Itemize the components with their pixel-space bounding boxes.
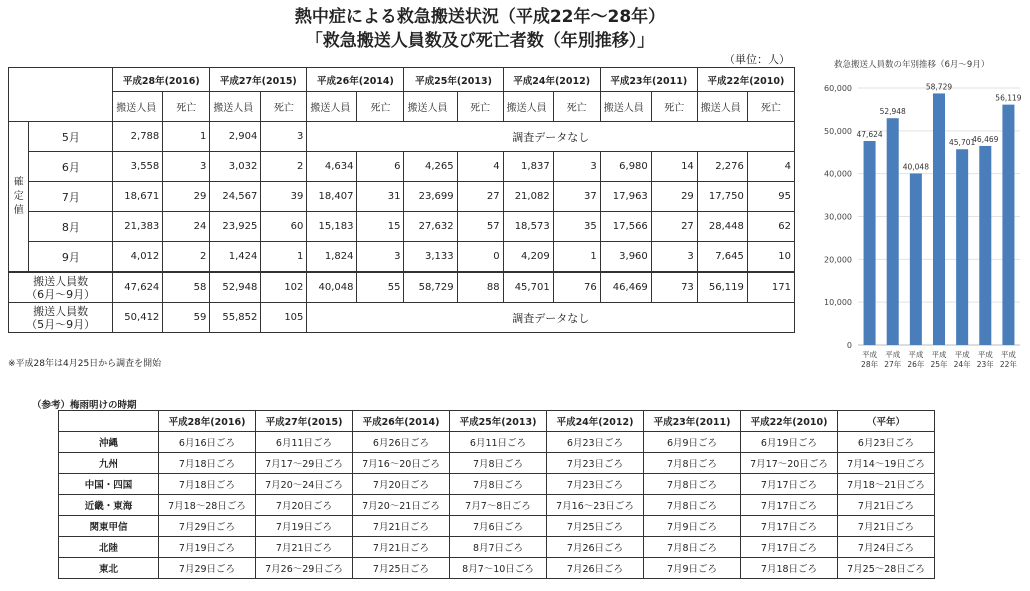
date-cell: 7月21日ごろ: [838, 495, 935, 516]
value-cell: 4: [457, 152, 503, 182]
table-row: [59, 558, 935, 579]
page-subtitle: 「救急搬送人員数及び死亡者数（年別推移）」: [305, 31, 655, 51]
table-row: [9, 152, 795, 182]
value-cell: 4,012: [113, 242, 163, 273]
table-row: [59, 516, 935, 537]
bar: [956, 149, 968, 345]
value-cell: 39: [261, 182, 307, 212]
value-cell: 21,383: [113, 212, 163, 242]
table-row: [9, 212, 795, 242]
value-cell: 59: [163, 303, 210, 333]
year-header: 平成25年(2013): [450, 411, 547, 432]
transported-header: 搬送人員: [210, 92, 261, 122]
value-cell: 18,573: [503, 212, 553, 242]
y-tick-label: 50,000: [824, 126, 852, 136]
bar: [979, 146, 991, 345]
date-cell: 7月20～24日ごろ: [256, 474, 353, 495]
month-label: 6月: [29, 152, 113, 182]
value-cell: 18,671: [113, 182, 163, 212]
region-label: 東北: [59, 558, 159, 579]
value-cell: 3,032: [210, 152, 261, 182]
total-label: 搬送人員数 （5月～9月）: [9, 303, 113, 333]
value-cell: 3: [357, 242, 404, 273]
deaths-header: 死亡: [651, 92, 697, 122]
data-label: 47,624: [856, 130, 883, 140]
data-label: 40,048: [902, 162, 929, 172]
value-cell: 3: [163, 152, 210, 182]
date-cell: 7月9日ごろ: [644, 516, 741, 537]
date-cell: 7月21日ごろ: [838, 516, 935, 537]
value-cell: 35: [553, 212, 600, 242]
date-cell: 7月21日ごろ: [353, 537, 450, 558]
bar: [864, 141, 876, 345]
value-cell: 1,824: [307, 242, 357, 273]
value-cell: 31: [357, 182, 404, 212]
value-cell: 21,082: [503, 182, 553, 212]
date-cell: 6月26日ごろ: [353, 432, 450, 453]
date-cell: 7月19日ごろ: [159, 537, 256, 558]
value-cell: 105: [261, 303, 307, 333]
value-cell: 15,183: [307, 212, 357, 242]
date-cell: 7月18～21日ごろ: [838, 474, 935, 495]
y-tick-label: 0: [846, 341, 852, 350]
value-cell: 88: [457, 272, 503, 303]
y-tick-label: 40,000: [824, 169, 852, 179]
month-label: 5月: [29, 122, 113, 152]
value-cell: 17,750: [697, 182, 747, 212]
date-cell: 7月17～20日ごろ: [741, 453, 838, 474]
value-cell: 171: [747, 272, 794, 303]
data-label: 52,948: [879, 107, 906, 117]
month-label: 8月: [29, 212, 113, 242]
value-cell: 3: [553, 152, 600, 182]
value-cell: 6,980: [600, 152, 651, 182]
date-cell: 8月7～10日ごろ: [450, 558, 547, 579]
year-header: 平成24年(2012): [503, 68, 600, 92]
x-tick-label: 平成: [1000, 350, 1016, 359]
transported-header: 搬送人員: [600, 92, 651, 122]
value-cell: 37: [553, 182, 600, 212]
date-cell: 6月23日ごろ: [838, 432, 935, 453]
value-cell: 15: [357, 212, 404, 242]
table-row: [59, 453, 935, 474]
x-tick-label: 平成: [862, 350, 878, 359]
value-cell: 46,469: [600, 272, 651, 303]
transported-header: 搬送人員: [404, 92, 457, 122]
date-cell: 7月24日ごろ: [838, 537, 935, 558]
x-tick-label: 22年: [999, 360, 1017, 369]
date-cell: 7月17日ごろ: [741, 495, 838, 516]
year-header: 平成26年(2014): [307, 68, 404, 92]
year-header: 平成23年(2011): [644, 411, 741, 432]
value-cell: 102: [261, 272, 307, 303]
table-row: [59, 495, 935, 516]
deaths-header: 死亡: [163, 92, 210, 122]
transported-header: 搬送人員: [307, 92, 357, 122]
region-label: 九州: [59, 453, 159, 474]
date-cell: 7月20日ごろ: [353, 474, 450, 495]
transported-header: 搬送人員: [697, 92, 747, 122]
value-cell: 0: [457, 242, 503, 273]
year-header: 平成27年(2015): [210, 68, 307, 92]
date-cell: 6月9日ごろ: [644, 432, 741, 453]
year-header: 平成28年(2016): [113, 68, 210, 92]
table-row: [59, 432, 935, 453]
x-tick-label: 24年: [953, 360, 971, 369]
value-cell: 50,412: [113, 303, 163, 333]
date-cell: 7月26日ごろ: [547, 558, 644, 579]
deaths-header: 死亡: [457, 92, 503, 122]
unit-label: （単位：人）: [724, 53, 790, 66]
bar-chart: [800, 56, 1026, 376]
year-header: 平成28年(2016): [159, 411, 256, 432]
value-cell: 3: [651, 242, 697, 273]
value-cell: 1: [163, 122, 210, 152]
region-label: 近畿・東海: [59, 495, 159, 516]
value-cell: 6: [357, 152, 404, 182]
transported-header: 搬送人員: [503, 92, 553, 122]
x-tick-label: 平成: [885, 350, 901, 359]
total-label: 搬送人員数 （6月～9月）: [9, 272, 113, 303]
date-cell: 7月8日ごろ: [644, 453, 741, 474]
date-cell: 7月8日ごろ: [450, 453, 547, 474]
deaths-header: 死亡: [553, 92, 600, 122]
value-cell: 76: [553, 272, 600, 303]
transported-header: 搬送人員: [113, 92, 163, 122]
bar: [910, 173, 922, 345]
date-cell: 7月17日ごろ: [741, 474, 838, 495]
year-header: （平年）: [838, 411, 935, 432]
year-header: 平成23年(2011): [600, 68, 697, 92]
date-cell: 7月25～28日ごろ: [838, 558, 935, 579]
value-cell: 47,624: [113, 272, 163, 303]
value-cell: 28,448: [697, 212, 747, 242]
value-cell: 18,407: [307, 182, 357, 212]
page-title: 熱中症による救急搬送状況（平成22年～28年）: [294, 7, 666, 27]
year-header: 平成25年(2013): [404, 68, 503, 92]
date-cell: 7月23日ごろ: [547, 474, 644, 495]
date-cell: 7月25日ごろ: [353, 558, 450, 579]
date-cell: 7月21日ごろ: [256, 537, 353, 558]
date-cell: 7月16～23日ごろ: [547, 495, 644, 516]
y-tick-label: 20,000: [824, 255, 852, 265]
rainy-season-table: [58, 410, 935, 579]
year-header: 平成27年(2015): [256, 411, 353, 432]
value-cell: 4,209: [503, 242, 553, 273]
table-row: [59, 537, 935, 558]
date-cell: 7月29日ごろ: [159, 558, 256, 579]
x-tick-label: 平成: [977, 350, 993, 359]
year-header: 平成22年(2010): [741, 411, 838, 432]
year-header: 平成26年(2014): [353, 411, 450, 432]
date-cell: 7月18日ごろ: [741, 558, 838, 579]
value-cell: 62: [747, 212, 794, 242]
date-cell: 7月7～8日ごろ: [450, 495, 547, 516]
region-label: 沖縄: [59, 432, 159, 453]
date-cell: 8月7日ごろ: [450, 537, 547, 558]
value-cell: 2,276: [697, 152, 747, 182]
date-cell: 7月18～28日ごろ: [159, 495, 256, 516]
region-label: 中国・四国: [59, 474, 159, 495]
confirmed-label: 確 定 値: [9, 122, 29, 273]
no-data-cell: 調査データなし: [307, 303, 795, 333]
date-cell: 7月17日ごろ: [741, 537, 838, 558]
date-cell: 7月8日ごろ: [644, 495, 741, 516]
value-cell: 17,963: [600, 182, 651, 212]
table-row: [9, 122, 795, 152]
table-row: [59, 474, 935, 495]
x-tick-label: 26年: [907, 360, 925, 369]
data-label: 56,119: [995, 93, 1022, 103]
value-cell: 7,645: [697, 242, 747, 273]
deaths-header: 死亡: [357, 92, 404, 122]
data-label: 58,729: [925, 82, 953, 92]
chart-svg: [800, 56, 1026, 376]
date-cell: 7月25日ごろ: [547, 516, 644, 537]
no-data-cell: 調査データなし: [307, 122, 795, 152]
value-cell: 27,632: [404, 212, 457, 242]
reference-title: （参考）梅雨明けの時期: [32, 400, 137, 411]
date-cell: 6月11日ごろ: [256, 432, 353, 453]
value-cell: 29: [651, 182, 697, 212]
x-tick-label: 平成: [931, 350, 947, 359]
value-cell: 4: [747, 152, 794, 182]
date-cell: 7月21日ごろ: [353, 516, 450, 537]
date-cell: 7月23日ごろ: [547, 453, 644, 474]
chart-title: 救急搬送人員数の年別推移（6月～9月）: [834, 60, 990, 70]
date-cell: 7月9日ごろ: [644, 558, 741, 579]
table-row: [9, 242, 795, 273]
date-cell: 7月6日ごろ: [450, 516, 547, 537]
date-cell: 7月17日ごろ: [741, 516, 838, 537]
value-cell: 95: [747, 182, 794, 212]
table-row: [9, 182, 795, 212]
date-cell: 6月23日ごろ: [547, 432, 644, 453]
month-label: 9月: [29, 242, 113, 273]
value-cell: 60: [261, 212, 307, 242]
x-tick-label: 平成: [908, 350, 924, 359]
value-cell: 4,634: [307, 152, 357, 182]
value-cell: 17,566: [600, 212, 651, 242]
bar: [887, 118, 899, 345]
date-cell: 7月26～29日ごろ: [256, 558, 353, 579]
date-cell: 7月16～20日ごろ: [353, 453, 450, 474]
x-tick-label: 平成: [954, 350, 970, 359]
value-cell: 27: [457, 182, 503, 212]
x-tick-label: 27年: [884, 360, 902, 369]
date-cell: 6月11日ごろ: [450, 432, 547, 453]
value-cell: 40,048: [307, 272, 357, 303]
value-cell: 2: [163, 242, 210, 273]
value-cell: 14: [651, 152, 697, 182]
y-tick-label: 60,000: [824, 84, 852, 93]
region-label: 北陸: [59, 537, 159, 558]
deaths-header: 死亡: [747, 92, 794, 122]
x-tick-label: 23年: [976, 360, 994, 369]
total-row: [9, 303, 795, 333]
value-cell: 1: [553, 242, 600, 273]
value-cell: 24: [163, 212, 210, 242]
date-cell: 7月14～19日ごろ: [838, 453, 935, 474]
year-header: 平成24年(2012): [547, 411, 644, 432]
bar: [933, 93, 945, 345]
value-cell: 2,904: [210, 122, 261, 152]
value-cell: 3,960: [600, 242, 651, 273]
corner-cell: [9, 68, 113, 122]
date-cell: 7月29日ごろ: [159, 516, 256, 537]
value-cell: 23,699: [404, 182, 457, 212]
corner-cell: [59, 411, 159, 432]
value-cell: 4,265: [404, 152, 457, 182]
date-cell: 7月17～29日ごろ: [256, 453, 353, 474]
data-label: 45,701: [949, 138, 976, 148]
date-cell: 7月20日ごろ: [256, 495, 353, 516]
bar: [1002, 105, 1014, 345]
data-label: 46,469: [972, 134, 999, 144]
date-cell: 7月8日ごろ: [644, 474, 741, 495]
month-label: 7月: [29, 182, 113, 212]
value-cell: 2: [261, 152, 307, 182]
value-cell: 58: [163, 272, 210, 303]
value-cell: 1,837: [503, 152, 553, 182]
value-cell: 56,119: [697, 272, 747, 303]
x-tick-label: 28年: [861, 360, 879, 369]
value-cell: 57: [457, 212, 503, 242]
footnote: ※平成28年は4月25日から調査を開始: [8, 359, 162, 369]
deaths-header: 死亡: [261, 92, 307, 122]
value-cell: 29: [163, 182, 210, 212]
date-cell: 7月19日ごろ: [256, 516, 353, 537]
y-tick-label: 30,000: [824, 212, 852, 222]
year-header: 平成22年(2010): [697, 68, 794, 92]
y-tick-label: 10,000: [824, 298, 852, 308]
value-cell: 3,558: [113, 152, 163, 182]
value-cell: 27: [651, 212, 697, 242]
value-cell: 55,852: [210, 303, 261, 333]
value-cell: 1,424: [210, 242, 261, 273]
value-cell: 3: [261, 122, 307, 152]
date-cell: 7月18日ごろ: [159, 474, 256, 495]
value-cell: 45,701: [503, 272, 553, 303]
date-cell: 7月20～21日ごろ: [353, 495, 450, 516]
date-cell: 6月19日ごろ: [741, 432, 838, 453]
transport-table: [8, 67, 795, 333]
x-tick-label: 25年: [930, 360, 948, 369]
date-cell: 7月26日ごろ: [547, 537, 644, 558]
value-cell: 55: [357, 272, 404, 303]
date-cell: 7月8日ごろ: [450, 474, 547, 495]
total-row: [9, 272, 795, 303]
value-cell: 52,948: [210, 272, 261, 303]
value-cell: 73: [651, 272, 697, 303]
date-cell: 6月16日ごろ: [159, 432, 256, 453]
value-cell: 1: [261, 242, 307, 273]
value-cell: 24,567: [210, 182, 261, 212]
date-cell: 7月8日ごろ: [644, 537, 741, 558]
value-cell: 10: [747, 242, 794, 273]
date-cell: 7月18日ごろ: [159, 453, 256, 474]
value-cell: 23,925: [210, 212, 261, 242]
value-cell: 3,133: [404, 242, 457, 273]
region-label: 関東甲信: [59, 516, 159, 537]
value-cell: 2,788: [113, 122, 163, 152]
value-cell: 58,729: [404, 272, 457, 303]
